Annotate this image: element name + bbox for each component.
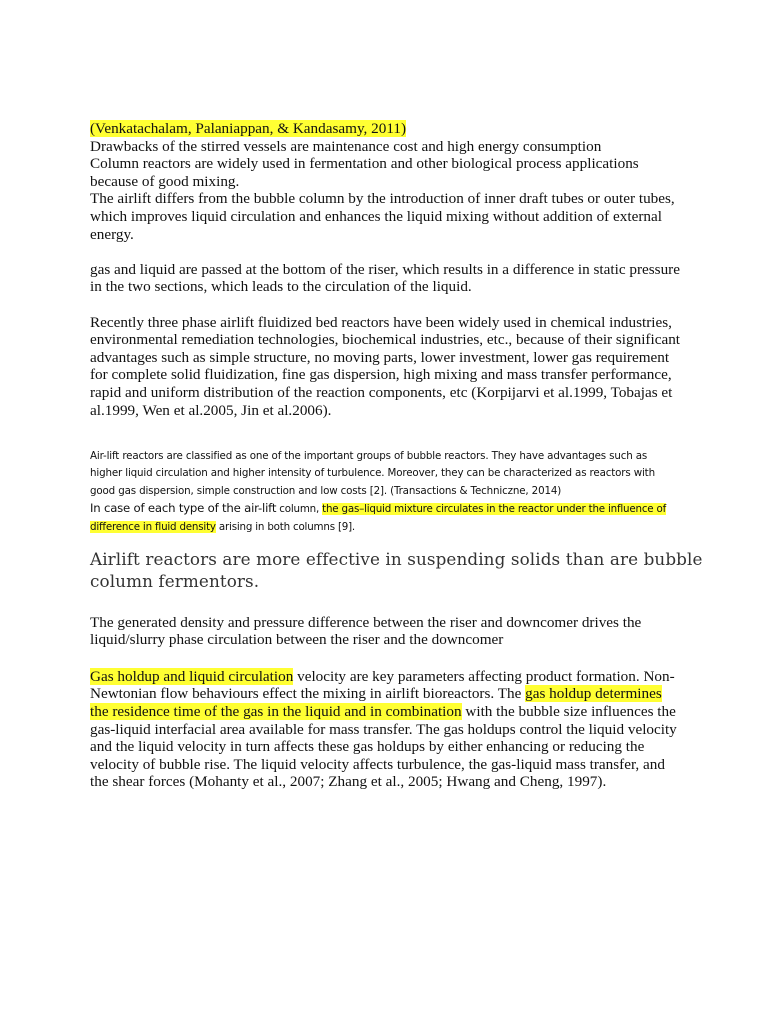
- text-line: which improves liquid circulation and enhances the liquid mixing without addition of external: [90, 207, 662, 225]
- heading-line: Airlift reactors are more effective in suspending solids than are bubble: [90, 548, 703, 569]
- text-line: energy.: [90, 225, 134, 243]
- text-line: Column reactors are widely used in fermentation and other biological process applications: [90, 155, 639, 173]
- text-line: Air-lift reactors are classified as one of the important groups of bubble reactors. They have advantages such as: [90, 450, 648, 463]
- spacer: [90, 419, 680, 448]
- text-line: because of good mixing.: [90, 172, 240, 190]
- heading-line: column fermentors.: [90, 570, 260, 591]
- text-line: rapid and uniform distribution of the reaction components, etc (Korpijarvi et al.1999, Tobajas et: [90, 383, 673, 401]
- text-line: al.1999, Wen et al.2005, Jin et al.2006).: [90, 401, 332, 419]
- spacer: [90, 536, 680, 548]
- text-line: gas and liquid are passed at the bottom of the riser, which results in a difference in static pressure: [90, 260, 680, 278]
- text-segment: Newtonian flow behaviours effect the mixing in airlift bioreactors. The: [90, 685, 526, 703]
- text-line: in the two sections, which leads to the circulation of the liquid.: [90, 278, 472, 296]
- text-line: Recently three phase airlift fluidized bed reactors have been widely used in chemical industries,: [90, 313, 672, 331]
- text-line: gas-liquid interfacial area available for mass transfer. The gas holdups control the liquid velocity: [90, 720, 677, 738]
- text-line: for complete solid fluidization, fine gas dispersion, high mixing and mass transfer performance,: [90, 366, 672, 384]
- highlighted-text: the gas–liquid mixture circulates in the reactor under the influence of: [322, 502, 667, 515]
- gas-holdup-paragraph: [90, 668, 680, 791]
- text-line: advantages such as simple structure, no moving parts, lower investment, lower gas requirement: [90, 348, 670, 366]
- airlift-column-paragraph: [90, 500, 680, 536]
- document-page: [90, 120, 703, 791]
- text-segment: with the bubble size influences the: [461, 703, 676, 721]
- highlighted-text: the residence time of the gas in the liquid and in combination: [90, 703, 462, 721]
- text-segment: column,: [276, 502, 323, 515]
- spacer: [90, 243, 680, 261]
- text-line: the shear forces (Mohanty et al., 2007; Zhang et al., 2005; Hwang and Cheng, 1997).: [90, 773, 607, 791]
- highlighted-text: difference in fluid density: [90, 520, 216, 533]
- text-line: The generated density and pressure difference between the riser and downcomer drives the: [90, 613, 642, 631]
- highlighted-text: gas holdup determines: [525, 685, 662, 703]
- section-heading: [90, 548, 703, 592]
- spacer: [90, 296, 680, 314]
- text-segment: velocity are key parameters affecting product formation. Non-: [293, 667, 675, 685]
- text-segment: In case of each type of the air-lift: [90, 500, 277, 515]
- text-line: The airlift differs from the bubble column by the introduction of inner draft tubes or outer tubes,: [90, 190, 675, 208]
- text-line: good gas dispersion, simple construction and low costs [2]. (Transactions & Techniczne, 2014): [90, 484, 562, 497]
- spacer: [90, 649, 680, 668]
- spacer: [90, 592, 680, 614]
- text-line: liquid/slurry phase circulation between the riser and the downcomer: [90, 631, 504, 649]
- highlighted-text: Gas holdup and liquid circulation: [90, 667, 294, 685]
- highlighted-citation: (Venkatachalam, Palaniappan, & Kandasamy, 2011): [90, 120, 407, 137]
- intro-paragraph: [90, 120, 680, 243]
- text-line: higher liquid circulation and higher intensity of turbulence. Moreover, they can be characterized as reactors with: [90, 467, 655, 480]
- airlift-classification-paragraph: [90, 448, 680, 500]
- three-phase-paragraph: [90, 314, 680, 420]
- text-line: and the liquid velocity in turn affects these gas holdups by either enhancing or reducing the: [90, 738, 645, 756]
- text-line: velocity of bubble rise. The liquid velocity affects turbulence, the gas-liquid mass transfer, and: [90, 755, 665, 773]
- text-line: Drawbacks of the stirred vessels are maintenance cost and high energy consumption: [90, 137, 602, 155]
- text-line: environmental remediation technologies, biochemical industries, etc., because of their significant: [90, 331, 681, 349]
- text-segment: arising in both columns [9].: [215, 520, 355, 533]
- pressure-paragraph: [90, 261, 680, 296]
- density-paragraph: [90, 614, 680, 649]
